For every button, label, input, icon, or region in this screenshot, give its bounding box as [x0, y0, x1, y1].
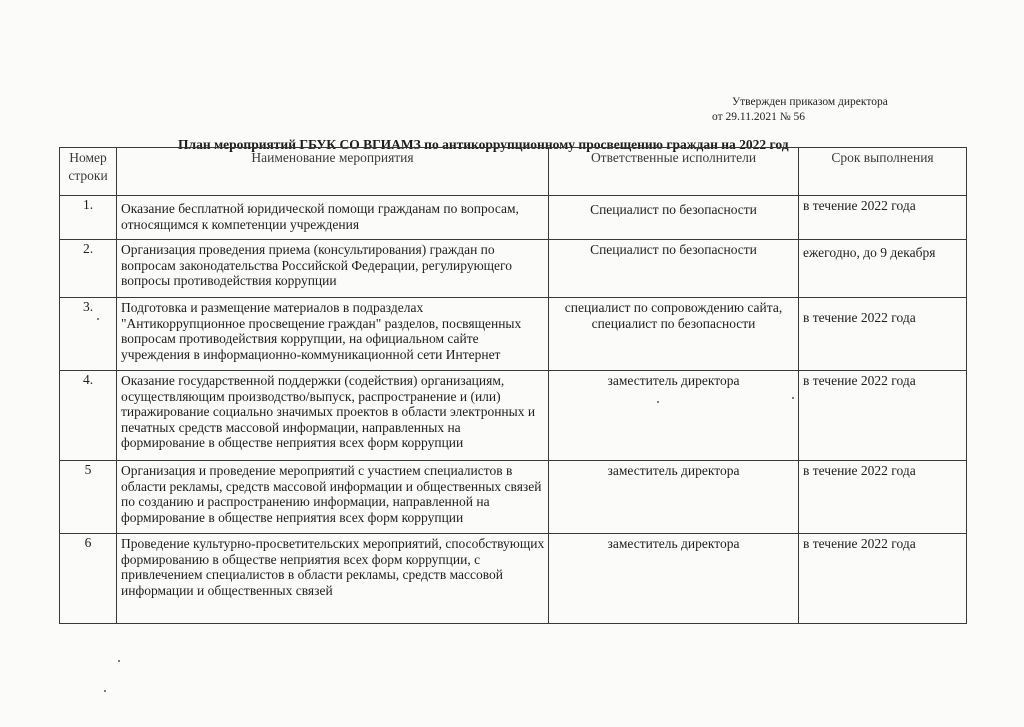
row-term: в течение 2022 года [799, 534, 967, 624]
row-responsible: заместитель директора [549, 371, 799, 461]
approval-line-1: Утвержден приказом директора [732, 96, 888, 108]
scan-speck [104, 690, 106, 692]
row-responsible: специалист по сопровождению сайта, специалист по безопасности [549, 298, 799, 371]
row-term: ежегодно, до 9 декабря [799, 240, 967, 298]
row-term: в течение 2022 года [799, 461, 967, 534]
row-num: 1. [60, 196, 117, 240]
row-name: Оказание бесплатной юридической помощи гражданам по вопросам, относящимся к компетенции учреждения [117, 196, 549, 240]
row-responsible: Специалист по безопасности [549, 196, 799, 240]
scan-speck [118, 660, 120, 662]
row-name: Подготовка и размещение материалов в подразделах "Антикоррупционное просвещение граждан" разделов, посвященных вопросам противодействия коррупции, на официальном сайте учреждения в информационно-коммуникационной сети Интернет [117, 298, 549, 371]
approval-line-2: от 29.11.2021 № 56 [712, 111, 806, 123]
table-row [60, 534, 967, 624]
table-row [60, 196, 967, 240]
row-term: в течение 2022 года [799, 298, 967, 371]
scan-speck [792, 397, 794, 399]
measures-table [59, 147, 967, 624]
row-term: в течение 2022 года [799, 196, 967, 240]
document-title: План мероприятий ГБУК СО ВГИАМЗ по антикоррупционному просвещению граждан на 2022 год [178, 137, 789, 152]
row-name: Оказание государственной поддержки (содействия) организациям, осуществляющим производство/выпуск, распространение и (или) тиражирование социально значимых проектов в области электронных и печатных средств массовой информации, направленных на формирование в обществе неприятия всех форм коррупции [117, 371, 549, 461]
row-num: 2. [60, 240, 117, 298]
table-row [60, 371, 967, 461]
row-name: Проведение культурно-просветительских мероприятий, способствующих формированию в обществе неприятия всех форм коррупции, с привлечением специалистов в области рекламы, средств массовой информации и общественных связей [117, 534, 549, 624]
header-responsible: Ответственные исполнители [549, 148, 799, 196]
table-row [60, 461, 967, 534]
approval-note [712, 95, 888, 125]
row-num: 6 [60, 534, 117, 624]
row-responsible: заместитель директора [549, 461, 799, 534]
scan-speck [97, 318, 99, 320]
row-name: Организация и проведение мероприятий с участием специалистов в области рекламы, средств массовой информации и общественных связей по созданию и распространению информации, направленной на формирование в обществе неприятия всех форм коррупции [117, 461, 549, 534]
row-num: 5 [60, 461, 117, 534]
table-header-row [60, 148, 967, 196]
row-term: в течение 2022 года [799, 371, 967, 461]
header-term: Срок выполнения [799, 148, 967, 196]
row-num: 4. [60, 371, 117, 461]
row-name: Организация проведения приема (консультирования) граждан по вопросам законодательства Российской Федерации, регулирующего вопросы противодействия коррупции [117, 240, 549, 298]
table-row [60, 240, 967, 298]
header-name: Наименование мероприятия [117, 148, 549, 196]
row-responsible: Специалист по безопасности [549, 240, 799, 298]
table-row [60, 298, 967, 371]
scan-speck [657, 401, 659, 403]
row-responsible: заместитель директора [549, 534, 799, 624]
row-num: 3. [60, 298, 117, 371]
header-num: Номер строки [60, 148, 117, 196]
